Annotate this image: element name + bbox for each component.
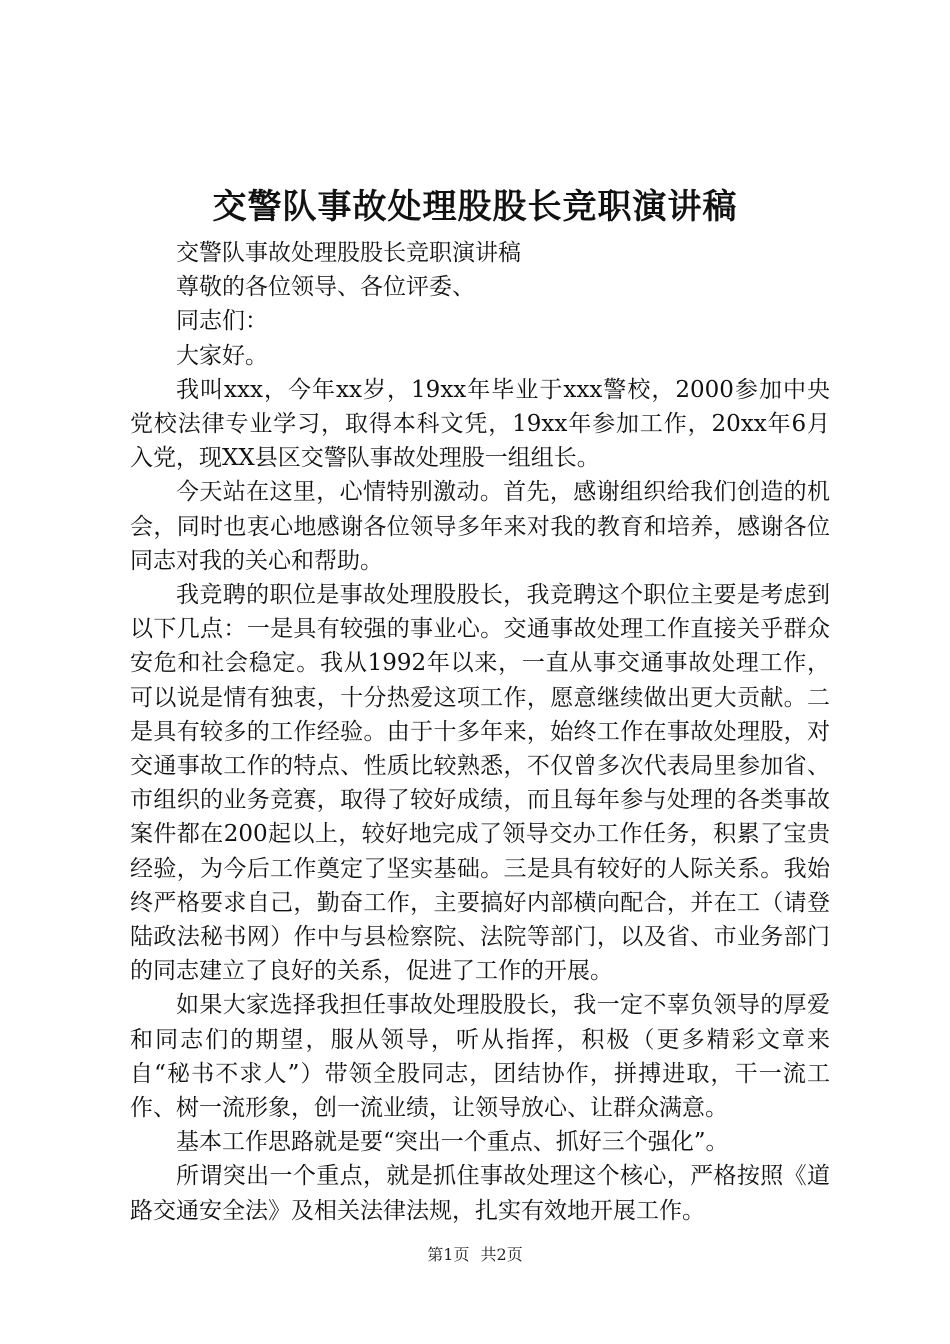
paragraph-qualifications: 我竞聘的职位是事故处理股股长，我竞聘这个职位主要是考虑到以下几点：一是具有较强的事业心。交通事故处理工作直接关乎群众安危和社会稳定。我从1992年以来，一直从事交通事故处理工作，可以说是情有独衷，十分热爱这项工作，愿意继续做出更大贡献。二是具有较多的工作经验。由于十多年来，始终工作在事故处理股，对交通事故工作的特点、性质比较熟悉，不仅曾多次代表局里参加省、市组织的业务竞赛，取得了较好成绩，而且每年参与处理的各类事故案件都在200起以上，较好地完成了领导交办工作任务，积累了宝贵经验，为今后工作奠定了坚实基础。三是具有较好的人际关系。我始终严格要求自己，勤奋工作，主要搞好内部横向配合，并在工（请登陆政法秘书网）作中与县检察院、法院等部门，以及省、市业务部门的同志建立了良好的关系，促进了工作的开展。 [130,582,830,985]
page-number: 第1页 [427,1245,470,1264]
paragraph-commitment: 如果大家选择我担任事故处理股股长，我一定不辜负领导的厚爱和同志们的期望，服从领导，听从指挥，积极（更多精彩文章来自“秘书不求人”）带领全股同志，团结协作，拼搏进取，干一流工作、树一流形象，创一流业绩，让领导放心、让群众满意。 [130,992,830,1122]
document-title: 交警队事故处理股股长竞职演讲稿 [212,187,738,227]
paragraph-work-plan: 基本工作思路就是要“突出一个重点、抓好三个强化”。 [176,1129,729,1156]
page-total: 共2页 [480,1245,523,1264]
paragraph-subtitle: 交警队事故处理股股长竞职演讲稿 [176,240,521,266]
paragraph-comrades: 同志们： [176,308,268,335]
paragraph-introduction: 我叫xxx，今年xx岁，19xx年毕业于xxx警校，2000参加中央党校法律专业学习，取得本科文凭，19xx年参加工作，20xx年6月入党，现XX县区交警队事故处理股一组组长。 [130,376,830,472]
paragraph-focus: 所谓突出一个重点，就是抓住事故处理这个核心，严格按照《道路交通安全法》及相关法律法规，扎实有效地开展工作。 [130,1163,830,1224]
paragraph-greeting: 大家好。 [176,342,268,369]
document-body [130,236,830,1228]
paragraph-salutation: 尊敬的各位领导、各位评委、 [176,274,475,301]
page-footer [0,1244,950,1266]
paragraph-gratitude: 今天站在这里，心情特别激动。首先，感谢组织给我们创造的机会，同时也衷心地感谢各位领导多年来对我的教育和培养，感谢各位同志对我的关心和帮助。 [130,479,830,574]
